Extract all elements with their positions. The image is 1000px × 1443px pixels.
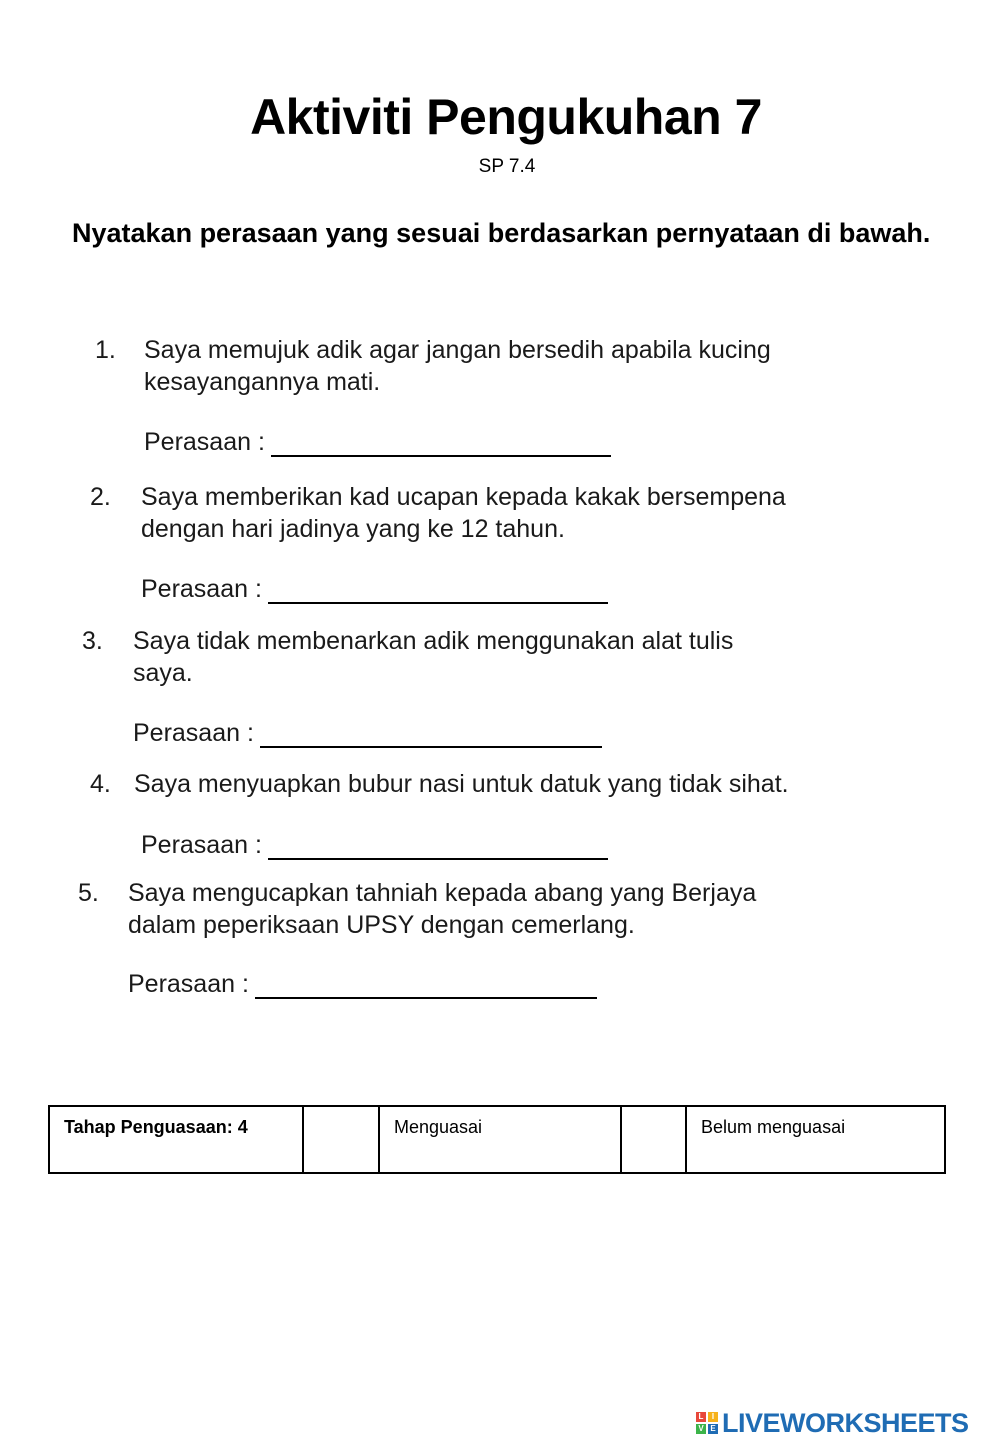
answer-row-2 — [141, 575, 608, 604]
option-menguasai: Menguasai — [379, 1106, 621, 1173]
question-text-line1: Saya tidak membenarkan adik menggunakan alat tulis — [133, 627, 734, 655]
liveworksheets-logo — [696, 1408, 969, 1438]
question-number: 3. — [82, 627, 103, 655]
answer-row-5 — [128, 970, 597, 999]
answer-label: Perasaan : — [133, 719, 254, 747]
question-number: 5. — [78, 879, 99, 907]
page-subtitle: SP 7.4 — [478, 156, 536, 177]
question-text-line2: dengan hari jadinya yang ke 12 tahun. — [141, 515, 565, 543]
logo-block: E — [708, 1424, 718, 1434]
question-text-line1: Saya mengucapkan tahniah kepada abang yang Berjaya — [128, 879, 757, 907]
question-text-line2: dalam peperiksaan UPSY dengan cemerlang. — [128, 911, 635, 939]
answer-blank-2[interactable] — [268, 582, 608, 604]
question-4 — [90, 768, 910, 804]
answer-label: Perasaan : — [128, 970, 249, 998]
question-5 — [78, 877, 908, 947]
answer-blank-1[interactable] — [271, 435, 611, 457]
question-number: 4. — [90, 770, 111, 798]
question-2 — [90, 481, 920, 551]
question-text-line1: Saya menyuapkan bubur nasi untuk datuk yang tidak sihat. — [134, 770, 789, 798]
answer-label: Perasaan : — [141, 575, 262, 603]
logo-wordmark: LIVEWORKSHEETS — [722, 1407, 969, 1438]
question-text-line1: Saya memujuk adik agar jangan bersedih apabila kucing — [144, 336, 771, 364]
question-1 — [95, 334, 915, 404]
instruction-text: Nyatakan perasaan yang sesuai berdasarkan pernyataan di bawah. — [72, 218, 931, 248]
answer-blank-4[interactable] — [268, 838, 608, 860]
logo-block: V — [696, 1424, 706, 1434]
mastery-level-label: Tahap Penguasaan: 4 — [49, 1106, 303, 1173]
logo-block: I — [708, 1412, 718, 1422]
answer-row-3 — [133, 719, 602, 748]
question-3 — [82, 625, 912, 695]
logo-block: L — [696, 1412, 706, 1422]
page-title: Aktiviti Pengukuhan 7 — [250, 89, 762, 145]
answer-row-4 — [141, 831, 608, 860]
mastery-checkbox-menguasai[interactable] — [303, 1106, 379, 1173]
logo-blocks-icon — [696, 1412, 718, 1434]
answer-label: Perasaan : — [144, 428, 265, 456]
option-belum-menguasai: Belum menguasai — [686, 1106, 945, 1173]
mastery-checkbox-belum-menguasai[interactable] — [621, 1106, 686, 1173]
question-text-line2: saya. — [133, 659, 193, 687]
answer-blank-5[interactable] — [255, 977, 597, 999]
answer-label: Perasaan : — [141, 831, 262, 859]
question-number: 1. — [95, 336, 116, 364]
answer-row-1 — [144, 428, 611, 457]
mastery-level-table — [48, 1105, 946, 1174]
answer-blank-3[interactable] — [260, 726, 602, 748]
question-text-line2: kesayangannya mati. — [144, 368, 381, 396]
question-number: 2. — [90, 483, 111, 511]
question-text-line1: Saya memberikan kad ucapan kepada kakak bersempena — [141, 483, 786, 511]
